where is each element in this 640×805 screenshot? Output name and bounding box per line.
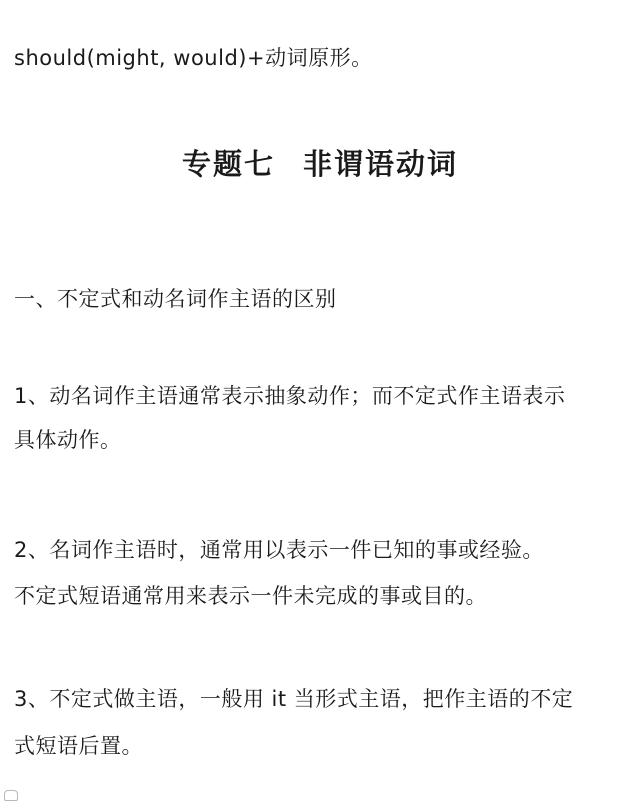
subsection-heading: 一、不定式和动名词作主语的区别 xyxy=(14,287,337,311)
paragraph-1-line-1: 1、动名词作主语通常表示抽象动作；而不定式作主语表示 xyxy=(14,384,566,408)
paragraph-2-line-2: 不定式短语通常用来表示一件未完成的事或目的。 xyxy=(14,584,487,608)
paragraph-3-line-1: 3、不定式做主语，一般用 it 当形式主语，把作主语的不定 xyxy=(14,687,574,711)
text-line-formula: should(might, would)+动词原形。 xyxy=(14,46,373,70)
section-title-number: 专题七 xyxy=(181,147,275,181)
section-title-topic: 非谓语动词 xyxy=(303,147,459,181)
watermark xyxy=(4,790,18,801)
section-title xyxy=(0,146,640,182)
paragraph-2-line-1: 2、名词作主语时，通常用以表示一件已知的事或经验。 xyxy=(14,538,544,562)
paragraph-3-line-2: 式短语后置。 xyxy=(14,734,143,758)
paragraph-1-line-2: 具体动作。 xyxy=(14,428,122,452)
weibo-logo-icon xyxy=(4,790,18,801)
